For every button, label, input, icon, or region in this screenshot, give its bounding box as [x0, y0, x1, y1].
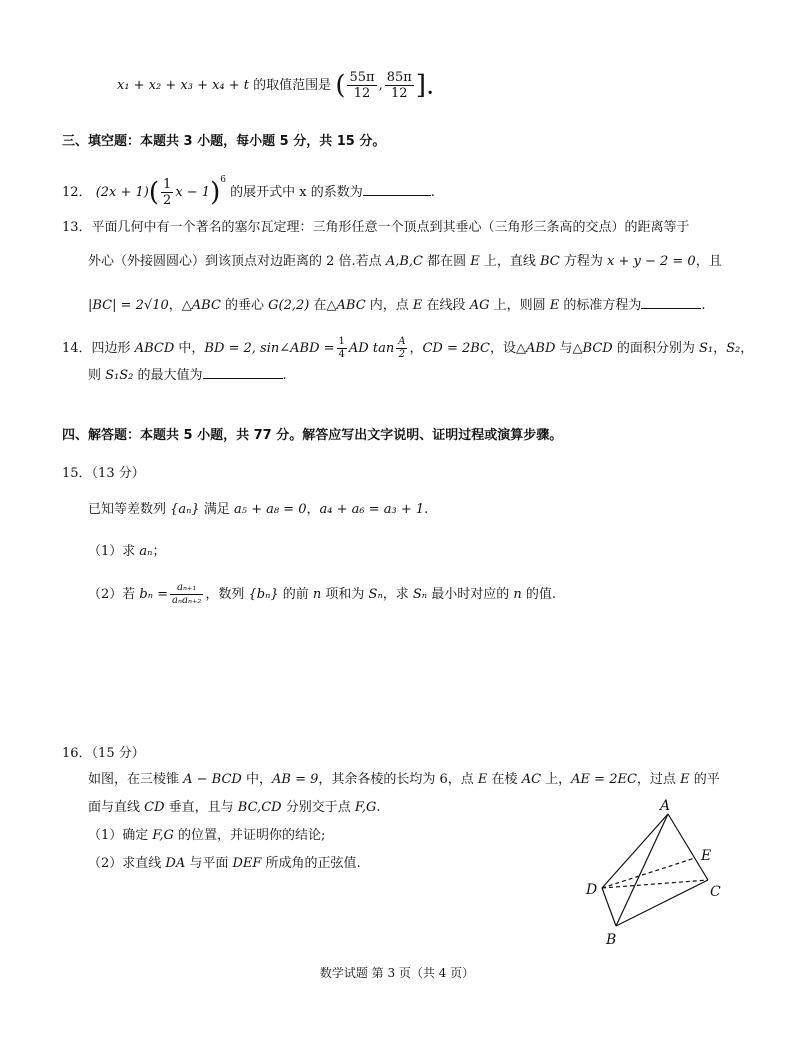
q16-l2d: BC,CD — [237, 800, 282, 815]
q16-l1f: E — [477, 772, 488, 787]
q16-l2f: F,G — [354, 800, 377, 815]
q14-f-num: 1 — [338, 336, 345, 347]
q16-p1a: （1）确定 — [88, 828, 153, 843]
q15-frac-den: aₙaₙ₊₂ — [172, 595, 202, 606]
q14-g-den: 2 — [398, 349, 406, 360]
q12-frac — [161, 177, 173, 208]
carry-over-lo-num: 55π — [349, 70, 375, 85]
q13-l3i: E — [412, 298, 423, 313]
q14-j: ，设△ — [490, 341, 527, 356]
section-4-heading: 四、解答题：本题共 5 小题，共 77 分。解答应写出文字说明、证明过程或演算步骤。 — [62, 428, 563, 443]
q16-l2e: 分别交于点 — [281, 800, 355, 815]
q16-l1l: E — [680, 772, 690, 787]
q14-f-den: 4 — [338, 349, 345, 360]
carry-over-lo-den: 12 — [353, 86, 371, 101]
q16-l1i: 上， — [541, 772, 572, 787]
q12-number: 12． — [62, 185, 92, 200]
question-13-line-3 — [88, 296, 706, 316]
q15-p2c: ，数列 — [205, 587, 249, 602]
q15-p1c: ； — [152, 544, 166, 559]
q15-p2g: 项和为 — [321, 587, 369, 602]
question-16-line-1 — [88, 770, 720, 790]
q13-l3-end: . — [701, 298, 706, 313]
question-16-part-1 — [88, 826, 325, 846]
question-15-part-1 — [88, 542, 165, 562]
question-16-line-2 — [88, 798, 380, 818]
q16-l1h: AC — [521, 772, 542, 787]
q15-p1a: （1）求 — [88, 544, 140, 559]
q13-l2g: 方程为 — [559, 254, 608, 269]
q13-l3f: 在△ — [309, 298, 337, 313]
carry-over-hi-num: 85π — [386, 70, 412, 85]
q14-q: S₂ — [726, 341, 741, 356]
carry-over-line — [117, 70, 434, 101]
q14-e: AD tan — [348, 341, 395, 356]
edge-AD — [602, 814, 668, 888]
q12-lparen: ( — [148, 177, 160, 208]
edge-BC — [616, 880, 708, 926]
q13-l2i: ，且 — [695, 254, 722, 269]
q14-o: S₁ — [698, 341, 714, 356]
q16-l1m: 的平 — [689, 772, 720, 787]
question-16-number: 16．（15 分） — [62, 746, 145, 761]
page-footer: 数学试题 第 3 页（共 4 页） — [319, 966, 475, 980]
label-B: B — [606, 932, 617, 948]
q13-l3c: ABC — [191, 298, 221, 313]
q14-l2b: S₁S₂ — [105, 368, 134, 383]
edge-DC — [602, 880, 708, 888]
carry-over-hi-den: 12 — [390, 86, 408, 101]
q14-g-num: A — [398, 336, 406, 347]
edge-DB — [602, 888, 616, 926]
q12-part-a: (2x + 1) — [95, 185, 149, 200]
q16-p1b: F,G — [152, 828, 174, 843]
q16-l1c: 中， — [241, 772, 272, 787]
question-13-line-2 — [88, 252, 722, 272]
q13-l3m: E — [549, 298, 560, 313]
q14-m: BCD — [582, 341, 613, 356]
carry-over-close: ]. — [415, 70, 435, 101]
q12-frac-num: 1 — [163, 177, 172, 192]
q12-rparen: ) — [210, 177, 221, 208]
q15-p2a: （2）若 — [88, 587, 140, 602]
q14-i: CD = 2BC — [422, 341, 491, 356]
question-14-line-2 — [88, 366, 287, 386]
q13-l3g: ABC — [336, 298, 366, 313]
q16-l1b: A − BCD — [183, 772, 242, 787]
q15-p2h: Sₙ — [368, 587, 383, 602]
q14-l2a: 则 — [88, 368, 106, 383]
q15-sg: . — [424, 502, 429, 517]
q12-text: 的展开式中 x 的系数为 — [230, 185, 363, 200]
q16-l1e: ，其余各棱的长均为 6，点 — [318, 772, 478, 787]
q13-l3k: AG — [469, 298, 490, 313]
q16-l1g: 在棱 — [487, 772, 522, 787]
q16-p2d: DEF — [232, 856, 262, 871]
q13-l3h: 内，点 — [365, 298, 413, 313]
q15-sc: 满足 — [199, 502, 234, 517]
edge-AC — [668, 814, 708, 880]
edge-AB — [616, 814, 668, 926]
question-15-number: 15．（13 分） — [62, 466, 145, 481]
question-14-line-1 — [62, 336, 753, 361]
q15-sb: {aₙ} — [170, 502, 200, 517]
q14-frac-half-a — [396, 336, 407, 361]
q15-sd: a₅ + a₈ = 0 — [233, 502, 307, 517]
q14-number: 14． — [62, 341, 92, 356]
q12-end: . — [430, 185, 435, 200]
carry-over-lo — [347, 70, 376, 101]
q13-l2f: BC — [540, 254, 560, 269]
q15-p2m: 的值. — [521, 587, 556, 602]
q15-p1b: aₙ — [139, 544, 153, 559]
q13-l3d: 的垂心 — [220, 298, 269, 313]
q13-l2c: 都在圆 — [422, 254, 471, 269]
q15-p2j: Sₙ — [412, 587, 428, 602]
label-D: D — [586, 882, 598, 898]
q14-n: 的面积分别为 — [612, 341, 699, 356]
q16-p1c: 的位置，并证明你的结论; — [173, 828, 326, 843]
q14-r: ， — [740, 341, 754, 356]
question-13-line-1 — [62, 218, 690, 238]
q13-l2h: x + y − 2 = 0 — [607, 254, 696, 269]
q16-p2e: 所成角的正弦值. — [261, 856, 361, 871]
carry-over-text: 的取值范围是 — [253, 78, 332, 93]
question-16-part-2 — [88, 854, 361, 874]
q13-l2b: A,B,C — [385, 254, 423, 269]
question-12 — [62, 170, 435, 208]
q14-a: 四边形 — [91, 341, 135, 356]
q16-p2c: 与平面 — [185, 856, 233, 871]
section-3-heading: 三、填空题：本题共 3 小题，每小题 5 分，共 15 分。 — [62, 134, 386, 149]
q13-l2e: 上，直线 — [479, 254, 540, 269]
q12-frac-den: 2 — [163, 193, 172, 208]
q12-answer-blank[interactable] — [363, 183, 431, 196]
q16-l2a: 面与直线 — [88, 800, 145, 815]
carry-over-sep: , — [378, 78, 383, 93]
label-C: C — [710, 884, 721, 900]
q12-part-b: x − 1 — [175, 185, 211, 200]
q13-l3l: 上，则圆 — [489, 298, 550, 313]
pyramid-figure — [580, 798, 730, 948]
q13-l3j: 在线段 — [422, 298, 470, 313]
q13-l2a: 外心（外接圆圆心）到该顶点对边距离的 2 倍.若点 — [88, 254, 386, 269]
q13-l3a: |BC| = 2√10 — [88, 298, 169, 313]
q15-se: ， — [306, 502, 320, 517]
q16-p2b: DA — [165, 856, 186, 871]
q13-l3b: ，△ — [168, 298, 192, 313]
q14-l2-end: . — [282, 368, 287, 383]
q14-p: ， — [713, 341, 727, 356]
q14-k: ABD — [526, 341, 556, 356]
q15-p2k: 最小时对应的 — [427, 587, 514, 602]
q14-l: 与△ — [555, 341, 583, 356]
q15-p2e: 的前 — [278, 587, 313, 602]
q14-answer-blank[interactable] — [203, 366, 283, 379]
q13-l3e: G(2,2) — [268, 298, 310, 313]
q15-frac — [170, 582, 203, 607]
q13-line1-text: 平面几何中有一个著名的塞尔瓦定理：三角形任意一个顶点到其垂心（三角形三条高的交点）的距离等于 — [91, 220, 690, 235]
q16-l2c: 垂直，且与 — [164, 800, 238, 815]
q14-l2c: 的最大值为 — [133, 368, 203, 383]
q16-l1k: ，过点 — [636, 772, 681, 787]
q14-c: 中， — [174, 341, 205, 356]
question-15-stem — [88, 500, 428, 520]
q16-p2a: （2）求直线 — [88, 856, 166, 871]
q16-l2g: . — [376, 800, 381, 815]
q14-d: BD = 2, sin∠ABD = — [204, 341, 335, 356]
q15-frac-num: aₙ₊₁ — [170, 582, 203, 595]
q13-l3n: 的标准方程为 — [559, 298, 642, 313]
q13-l2d: E — [470, 254, 480, 269]
q14-b: ABCD — [134, 341, 175, 356]
q15-p2d: {bₙ} — [248, 587, 279, 602]
label-E: E — [701, 848, 712, 864]
q12-exponent: 6 — [220, 175, 226, 185]
q16-l2b: CD — [144, 800, 165, 815]
q16-l1a: 如图，在三棱锥 — [88, 772, 184, 787]
q15-p2l: n — [513, 587, 522, 602]
label-A: A — [660, 798, 671, 814]
carry-over-expr: x₁ + x₂ + x₃ + x₄ + t — [117, 78, 250, 93]
q16-l1j: AE = 2EC — [571, 772, 637, 787]
q14-h: ， — [409, 341, 423, 356]
question-15-part-2 — [88, 582, 556, 607]
carry-over-open: ( — [335, 70, 346, 101]
q15-p2i: ，求 — [382, 587, 413, 602]
q13-answer-blank[interactable] — [641, 296, 701, 309]
q14-frac-quarter — [337, 336, 347, 361]
carry-over-hi — [385, 70, 414, 101]
q15-p2b: bₙ = — [139, 587, 169, 602]
q16-l1d: AB = 9 — [272, 772, 319, 787]
q15-sf: a₄ + a₆ = a₃ + 1 — [319, 502, 425, 517]
q15-sa: 已知等差数列 — [88, 502, 171, 517]
q15-p2f: n — [312, 587, 322, 602]
q13-number: 13． — [62, 220, 92, 235]
